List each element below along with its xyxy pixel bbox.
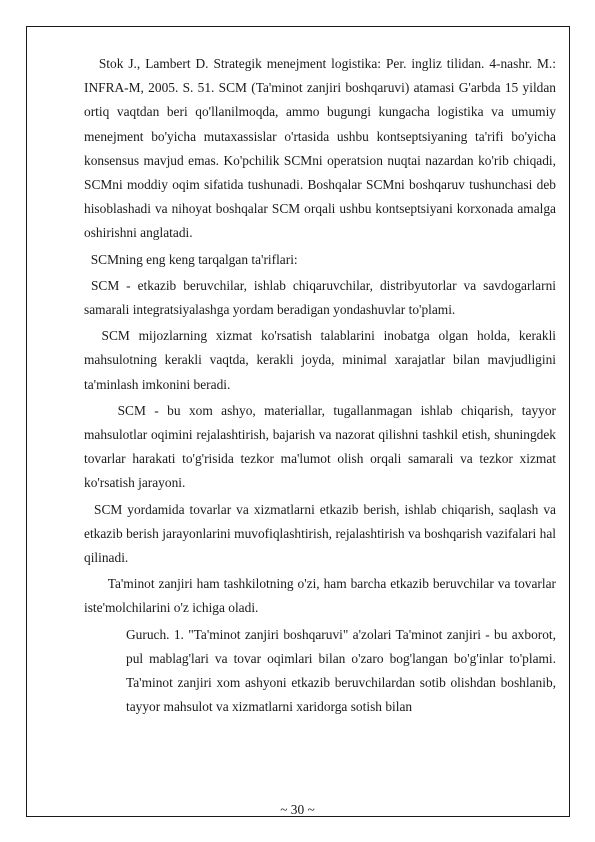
paragraph-definition-3: SCM - bu xom ashyo, materiallar, tugallanmagan ishlab chiqarish, tayyor mahsulotlar oqimini rejalashtirish, bajarish va nazorat qilishni tashkil etish, shuningdek tovarlar harakati to'g'risida tezkor ma'lumot olish orqali samarali va tezkor xizmat ko'rsatish jarayoni.: [84, 402, 560, 491]
paragraph-definition-1: SCM - etkazib beruvchilar, ishlab chiqaruvchilar, distribyutorlar va savdogarlarni samarali integratsiyalashga yordam beradigan yondashuvlar to'plami.: [84, 277, 560, 318]
document-body: [84, 52, 560, 719]
paragraph-definitions-heading: SCMning eng keng tarqalgan ta'riflari:: [84, 251, 298, 267]
page-number: ~ 30 ~: [280, 802, 315, 817]
paragraph-definition-4: SCM yordamida tovarlar va xizmatlarni etkazib berish, ishlab chiqarish, saqlash va etkazib berish jarayonlarini muvofiqlashtirish, rejalashtirish va boshqarish vazifalari hal qilinadi.: [84, 501, 560, 566]
paragraph-supply-chain: Ta'minot zanjiri ham tashkilotning o'zi, ham barcha etkazib beruvchilar va tovarlar iste'molchilarini o'z ichiga oladi.: [84, 576, 560, 616]
figure-caption-list-item: Guruch. 1. "Ta'minot zanjiri boshqaruvi" a'zolari Ta'minot zanjiri - bu axborot, pul mablag'lari va tovar oqimlari bilan o'zaro bog'langan bo'g'inlar to'plami. Ta'minot zanjiri xom ashyoni etkazib beruvchilardan sotib olishdan boshlanib, tayyor mahsulot va xizmatlarni xaridorga sotish bilan: [126, 626, 556, 715]
paragraph-definition-2: SCM mijozlarning xizmat ko'rsatish talablarini inobatga olgan holda, kerakli mahsulotning kerakli vaqtda, kerakli joyda, minimal xarajatlar bilan mavjudligini ta'minlash imkonini beradi.: [84, 328, 560, 392]
paragraph-intro: Stok J., Lambert D. Strategik menejment logistika: Per. ingliz tilidan. 4-nashr. M.: INFRA-M, 2005. S. 51. SCM (Ta'minot zanjiri boshqaruvi) atamasi G'arbda 15 yildan ortiq vaqtdan beri qo'llanilmoqda, ammo bugungi kungacha logistika va umumiy menejment bo'yicha mutaxassislar o'rtasida ushbu kontseptsiyaning ta'rifi bo'yicha konsensus mavjud emas. Ko'pchilik SCMni operatsion nuqtai nazardan ko'rib chiqadi, SCMni moddiy oqim sifatida tushunadi. Boshqalar SCMni boshqaruv tushunchasi deb hisoblashadi va nihoyat boshqalar SCM orqali ushbu kontseptsiyani korxonada amalga oshirishni anglatadi.: [84, 56, 560, 241]
